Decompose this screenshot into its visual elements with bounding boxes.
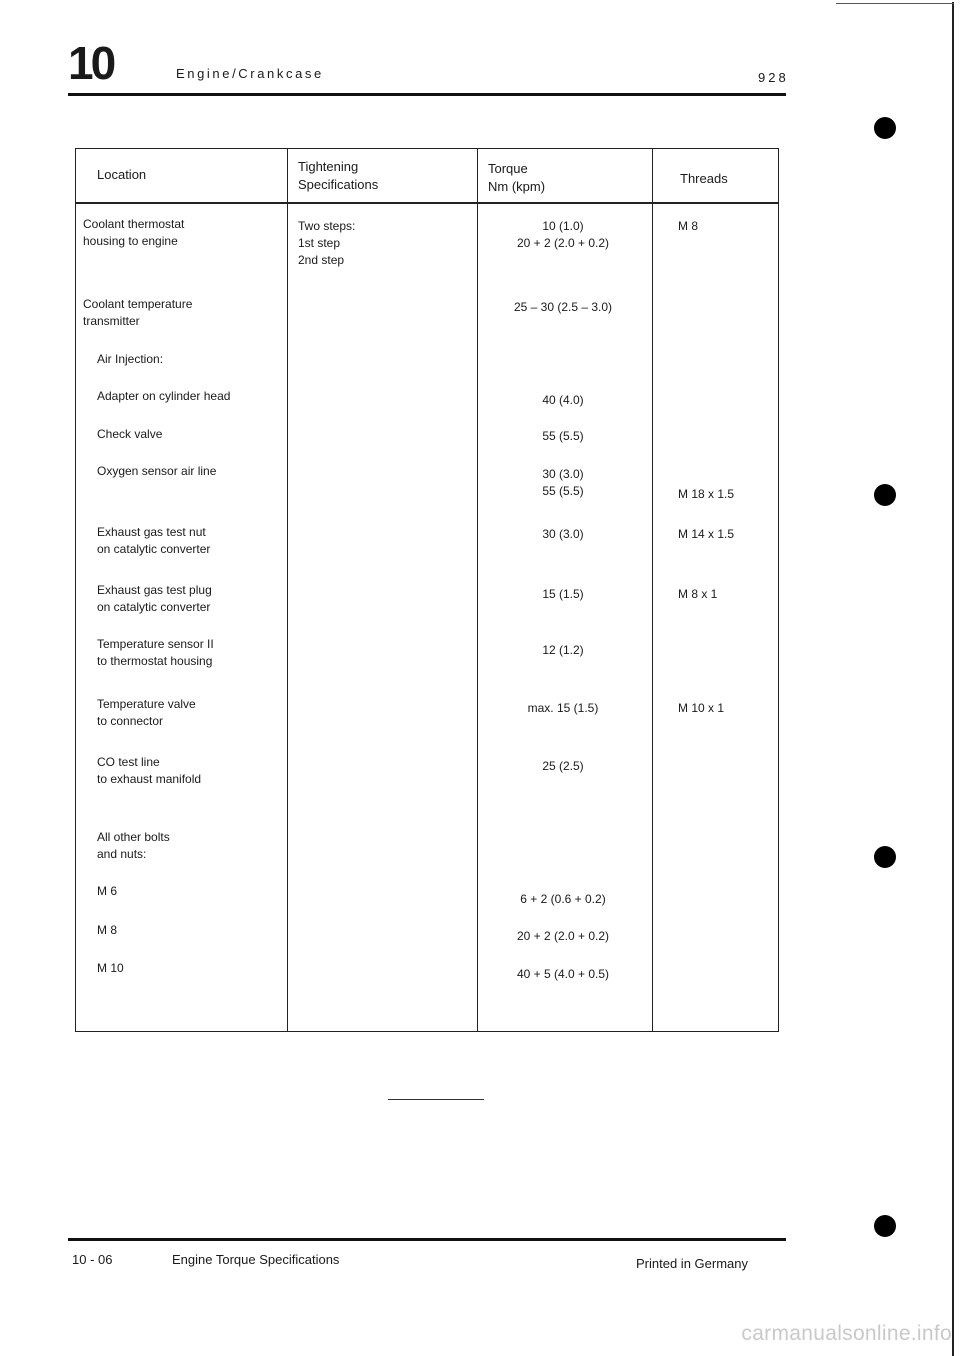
section-number: 10 [68, 37, 114, 89]
page-edge-top-line [836, 3, 954, 4]
cell-location: CO test line to exhaust manifold [97, 755, 202, 786]
binder-hole [874, 1215, 896, 1237]
section-title: Engine/Crankcase [176, 66, 324, 81]
page-edge-line [952, 2, 954, 1356]
cell-torque: 25 – 30 (2.5 – 3.0) [513, 300, 613, 314]
cell-tightening: Two steps: 1st step 2nd step [298, 219, 356, 267]
cell-torque: 10 (1.0) 20 + 2 (2.0 + 0.2) [516, 219, 610, 250]
cell-torque: 20 + 2 (2.0 + 0.2) [516, 929, 610, 943]
cell-location: Oxygen sensor air line [97, 464, 217, 478]
cell-location: Coolant thermostat housing to engine [83, 217, 185, 248]
cell-torque: 55 (5.5) [542, 429, 584, 443]
footer-page-number: 10 - 06 [72, 1252, 113, 1267]
cell-location: Exhaust gas test plug on catalytic converter [97, 583, 212, 614]
cell-location: Coolant temperature transmitter [83, 297, 193, 328]
cell-threads: M 10 x 1 [678, 701, 725, 715]
cell-threads: M 14 x 1.5 [678, 527, 735, 541]
cell-location: Air Injection: [97, 352, 164, 366]
cell-torque: 40 (4.0) [542, 393, 584, 407]
footer-rule [68, 1238, 786, 1241]
cell-location: Exhaust gas test nut on catalytic converter [97, 525, 211, 556]
cell-location: All other bolts and nuts: [97, 830, 170, 861]
cell-threads: M 8 x 1 [678, 587, 718, 601]
watermark: carmanualsonline.info [741, 1322, 952, 1345]
column-divider [287, 148, 288, 1031]
cell-torque: 25 (2.5) [542, 759, 584, 773]
cell-torque: 12 (1.2) [542, 643, 584, 657]
cell-threads: M 8 [678, 219, 699, 233]
cell-threads: M 18 x 1.5 [678, 487, 735, 501]
column-divider [652, 148, 653, 1031]
cell-torque: 40 + 5 (4.0 + 0.5) [516, 967, 610, 981]
table-header-rule [75, 202, 779, 204]
cell-torque: max. 15 (1.5) [527, 701, 599, 715]
footer-printed: Printed in Germany [636, 1256, 748, 1271]
header-location: Location [97, 167, 147, 182]
binder-hole [874, 484, 896, 506]
header-threads: Threads [680, 171, 728, 186]
section-end-rule [388, 1099, 484, 1100]
cell-location: Adapter on cylinder head [97, 389, 231, 403]
model-number: 928 [758, 70, 789, 85]
cell-location: Check valve [97, 427, 163, 441]
header-tightening: Tightening Specifications [298, 159, 379, 192]
cell-location: M 10 [97, 961, 124, 975]
cell-torque: 30 (3.0) [542, 527, 584, 541]
cell-torque: 6 + 2 (0.6 + 0.2) [520, 892, 606, 906]
footer-title: Engine Torque Specifications [172, 1252, 340, 1267]
cell-location: M 8 [97, 923, 118, 937]
cell-location: Temperature sensor II to thermostat housing [97, 637, 214, 668]
cell-location: M 6 [97, 884, 118, 898]
cell-torque: 15 (1.5) [542, 587, 584, 601]
binder-hole [874, 117, 896, 139]
header-torque: Torque Nm (kpm) [488, 161, 546, 194]
cell-torque: 30 (3.0) 55 (5.5) [542, 467, 584, 498]
binder-hole [874, 846, 896, 868]
header-rule [68, 93, 786, 96]
cell-location: Temperature valve to connector [97, 697, 196, 728]
